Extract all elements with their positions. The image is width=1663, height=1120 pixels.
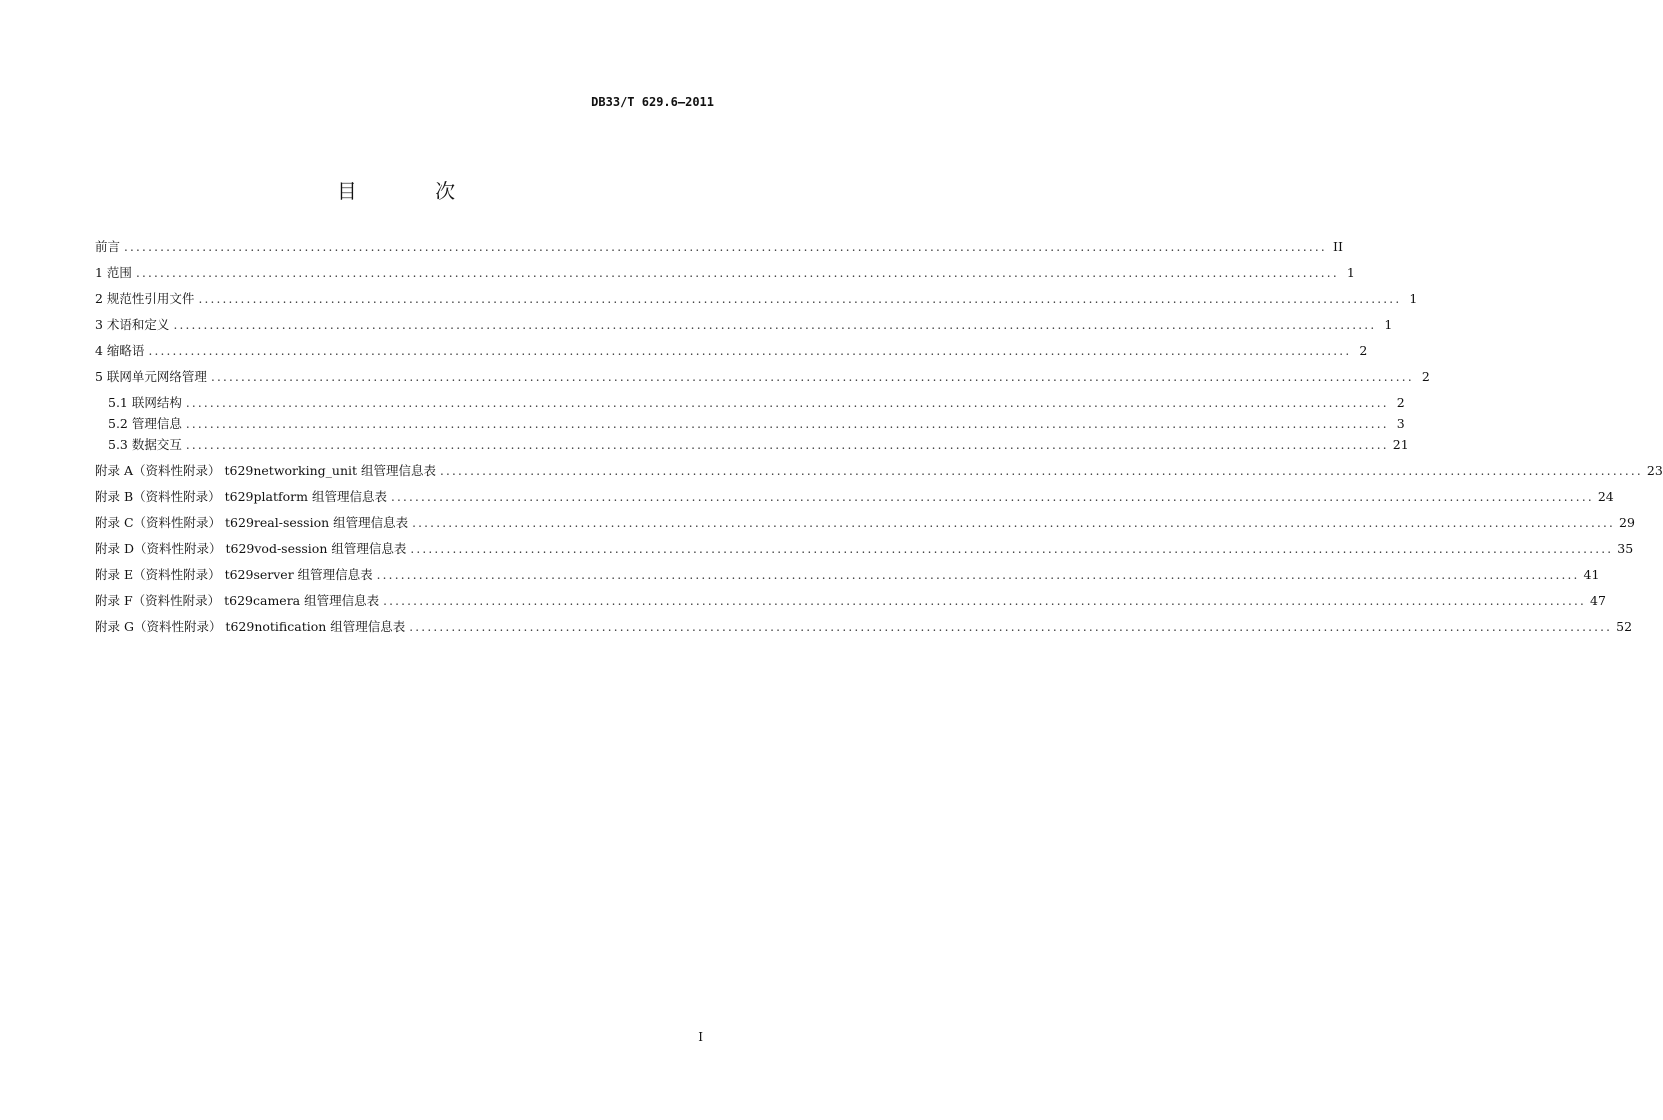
toc-entry-appendix[interactable]	[95, 592, 1606, 618]
toc-entry-label: 5.1 联网结构	[108, 395, 182, 410]
toc-entry-appendix[interactable]	[95, 618, 1633, 644]
toc-entry-label: 附录 A（资料性附录） t629networking_unit 组管理信息表	[95, 463, 436, 478]
standard-code: DB33/T 629.6—2011	[591, 95, 714, 109]
toc-entry-appendix[interactable]	[95, 566, 1600, 592]
toc-entry-page: 3	[1396, 416, 1405, 431]
toc-entry-page: 2	[1396, 395, 1405, 410]
toc-leader-dots: ........................................................................................................................................................................................................	[185, 417, 1389, 431]
toc-entry-page: 1	[1384, 317, 1393, 332]
toc-leader-dots: ........................................................................................................................................................................................................	[383, 594, 1586, 608]
toc-entry-label: 4 缩略语	[95, 343, 145, 358]
toc-entry-appendix[interactable]	[95, 540, 1634, 566]
toc-entry-label: 前言	[95, 239, 121, 254]
toc-entry[interactable]	[95, 290, 1418, 316]
toc-leader-dots: ........................................................................................................................................................................................................	[376, 568, 1580, 582]
toc-entry-page: 29	[1619, 515, 1635, 530]
toc-entry-label: 5.3 数据交互	[108, 437, 182, 452]
toc-entry-appendix[interactable]	[95, 462, 1663, 488]
toc-entry-page: 47	[1590, 593, 1606, 608]
toc-entry[interactable]	[95, 238, 1343, 264]
toc-leader-dots: ........................................................................................................................................................................................................	[135, 266, 1339, 280]
toc-entry-page: 24	[1597, 489, 1614, 504]
toc-entry-label: 附录 D（资料性附录） t629vod-session 组管理信息表	[95, 541, 407, 556]
toc-subentry[interactable]	[95, 415, 1405, 436]
toc-leader-dots: ........................................................................................................................................................................................................	[198, 292, 1402, 306]
toc-entry[interactable]	[95, 316, 1393, 342]
toc-subentry[interactable]	[95, 394, 1405, 415]
toc-entry-page: 2	[1421, 369, 1430, 384]
toc-entry-page: 41	[1583, 567, 1600, 582]
toc-leader-dots: ........................................................................................................................................................................................................	[185, 438, 1389, 452]
toc-leader-dots: ........................................................................................................................................................................................................	[210, 370, 1414, 384]
toc-leader-dots: ........................................................................................................................................................................................................	[410, 542, 1614, 556]
page-number: I	[698, 1030, 703, 1044]
toc-leader-dots: ........................................................................................................................................................................................................	[440, 464, 1643, 478]
toc-entry-page: 2	[1359, 343, 1368, 358]
toc-entry-page: 21	[1392, 437, 1409, 452]
toc-leader-dots: ........................................................................................................................................................................................................	[124, 240, 1327, 254]
toc-entry-label: 附录 C（资料性附录） t629real-session 组管理信息表	[95, 515, 409, 530]
toc-entry-page: II	[1333, 239, 1343, 254]
toc-entry-label: 2 规范性引用文件	[95, 291, 195, 306]
toc-entry[interactable]	[95, 342, 1368, 368]
toc-entry-label: 附录 E（资料性附录） t629server 组管理信息表	[95, 567, 373, 582]
toc-entry-page: 23	[1646, 463, 1663, 478]
toc-leader-dots: ........................................................................................................................................................................................................	[409, 620, 1613, 634]
toc-leader-dots: ........................................................................................................................................................................................................	[390, 490, 1594, 504]
toc-entry-page: 35	[1617, 541, 1634, 556]
toc-entry-label: 5 联网单元网络管理	[95, 369, 207, 384]
toc-leader-dots: ........................................................................................................................................................................................................	[148, 344, 1352, 358]
toc-entry-label: 附录 B（资料性附录） t629platform 组管理信息表	[95, 489, 387, 504]
toc-entry-appendix[interactable]	[95, 514, 1635, 540]
toc-entry-label: 3 术语和定义	[95, 317, 170, 332]
toc-entry-label: 附录 F（资料性附录） t629camera 组管理信息表	[95, 593, 380, 608]
toc-entry[interactable]	[95, 368, 1430, 394]
toc-entry-label: 5.2 管理信息	[108, 416, 182, 431]
toc-entry-label: 1 范围	[95, 265, 132, 280]
toc-subentry[interactable]	[95, 436, 1409, 457]
table-of-contents	[95, 238, 1663, 644]
toc-entry-page: 52	[1616, 619, 1633, 634]
toc-entry[interactable]	[95, 264, 1355, 290]
toc-entry-page: 1	[1409, 291, 1418, 306]
toc-leader-dots: ........................................................................................................................................................................................................	[412, 516, 1616, 530]
toc-entry-label: 附录 G（资料性附录） t629notification 组管理信息表	[95, 619, 406, 634]
toc-leader-dots: ........................................................................................................................................................................................................	[173, 318, 1377, 332]
toc-entry-page: 1	[1346, 265, 1355, 280]
toc-leader-dots: ........................................................................................................................................................................................................	[185, 396, 1389, 410]
page-title: 目 次	[336, 179, 492, 203]
toc-entry-appendix[interactable]	[95, 488, 1614, 514]
